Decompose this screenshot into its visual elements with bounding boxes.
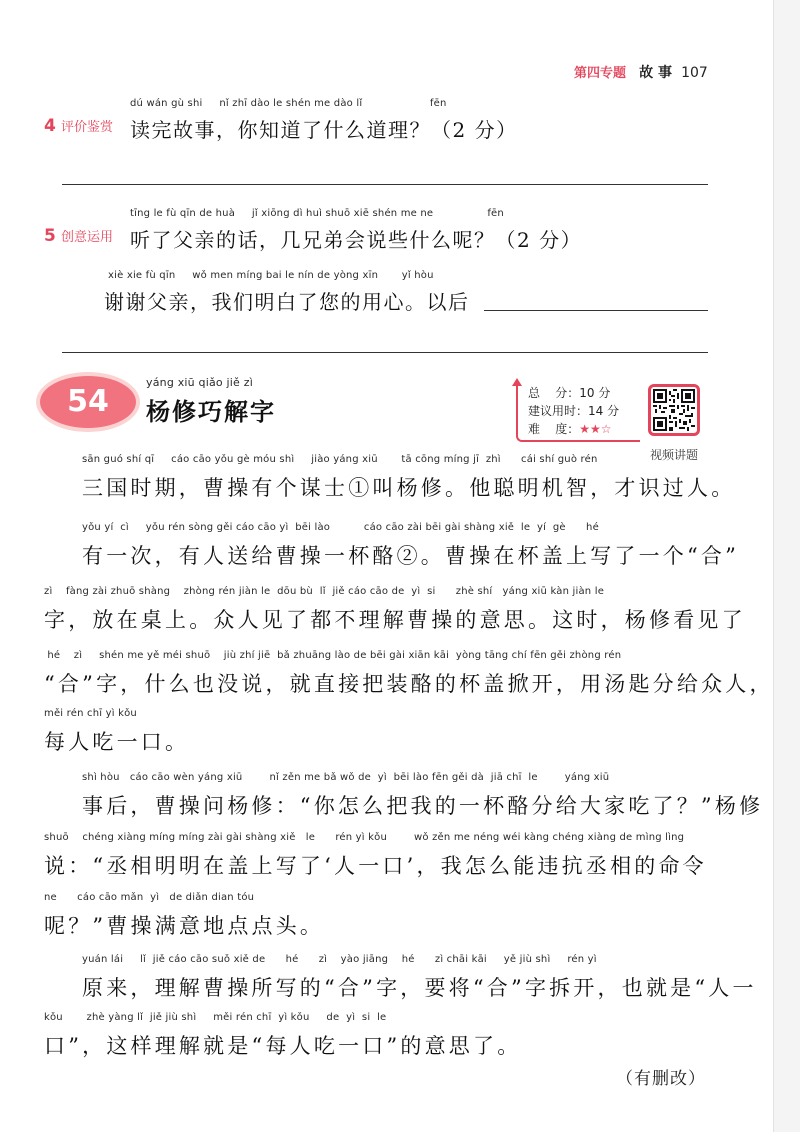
q4-number: 4 — [44, 116, 56, 136]
q4-label: 评价鉴赏 — [60, 120, 113, 135]
q5-answer-prompt: 谢谢父亲，我们明白了您的用心。以后 — [104, 290, 470, 314]
story-line-pinyin: měi rén chī yì kǒu — [44, 708, 137, 719]
qr-caption: 视频讲题 — [650, 448, 699, 462]
story-line-pinyin: sān guó shí qī cáo cāo yǒu gè móu shì jiào yáng xiū tā cōng míng jī zhì cái shí guò rén — [82, 454, 598, 465]
header-title: 故 事 — [639, 65, 672, 81]
source-note: （有删改） — [616, 1069, 706, 1089]
q4-pinyin: dú wán gù shi nǐ zhī dào le shén me dào lǐ fēn — [130, 98, 447, 109]
story-line-pinyin: hé zì shén me yě méi shuō jiù zhí jiē bǎ zhuāng lào de bēi gài xiān kāi yòng tāng chí fēn gěi zhòng rén — [44, 650, 622, 661]
story-line-text: 三国时期，曹操有个谋士①叫杨修。他聪明机智，才识过人。 — [82, 476, 736, 500]
q5-heading — [44, 226, 113, 246]
lesson-title: 杨修巧解字 — [146, 398, 276, 426]
story-line-text: 字，放在桌上。众人见了都不理解曹操的意思。这时，杨修看见了 — [44, 608, 746, 632]
story-line-text: 每人吃一口。 — [44, 730, 190, 754]
page-number: 107 — [681, 65, 708, 81]
info-difficulty — [518, 420, 640, 438]
q5-number: 5 — [44, 226, 56, 246]
story-line-text: “合”字，什么也没说，就直接把装酪的杯盖掀开，用汤匙分给众人， — [44, 672, 774, 696]
page-edge — [773, 0, 800, 1132]
time-label: 建议用时： — [528, 404, 589, 418]
story-line-pinyin: zì fàng zài zhuō shàng zhòng rén jiàn le dōu bù lǐ jiě cáo cāo de yì si zhè shí yáng xiū kàn jiàn le — [44, 586, 605, 597]
qr-code-icon[interactable] — [648, 384, 700, 436]
q5-answer-pinyin: xiè xie fù qīn wǒ men míng bai le nín de yòng xīn yǐ hòu — [108, 270, 434, 281]
story-line-text: 说：“丞相明明在盖上写了‘人一口’，我怎么能违抗丞相的命令 — [44, 854, 707, 878]
story-line-pinyin: kǒu zhè yàng lǐ jiě jiù shì měi rén chī yì kǒu de yì si le — [44, 1012, 387, 1023]
difficulty-stars: ★★☆ — [579, 422, 612, 436]
time-value: 14 分 — [588, 404, 620, 418]
lesson-number-badge — [40, 376, 136, 428]
lesson-title-pinyin: yáng xiū qiǎo jiě zì — [146, 376, 253, 389]
q4-answer-line[interactable] — [62, 184, 708, 185]
header-topic: 第四专题 — [574, 66, 627, 81]
story-line-pinyin: yuán lái lǐ jiě cáo cāo suǒ xiě de hé zì yào jiāng hé zì chāi kāi yě jiù shì rén yì — [82, 954, 597, 965]
info-time — [518, 402, 640, 420]
score-value: 10 分 — [579, 386, 611, 400]
qr-code-graphic — [653, 389, 695, 431]
score-label: 总 分： — [528, 386, 580, 400]
q4-text: 读完故事，你知道了什么道理？（2 分） — [130, 118, 518, 142]
story-line-pinyin: ne cáo cāo mǎn yì de diǎn dian tóu — [44, 892, 255, 903]
story-line-text: 呢？”曹操满意地点点头。 — [44, 914, 325, 938]
lesson-info-box — [516, 384, 640, 442]
q5-pinyin: tīng le fù qīn de huà jǐ xiōng dì huì shuō xiē shén me ne fēn — [130, 208, 504, 219]
story-line-text: 口”，这样理解就是“每人吃一口”的意思了。 — [44, 1034, 522, 1058]
lesson-number: 54 — [67, 384, 109, 419]
info-score — [518, 384, 640, 402]
running-header — [574, 62, 708, 82]
story-line-text: 原来，理解曹操所写的“合”字，要将“合”字拆开，也就是“人一 — [82, 976, 757, 1000]
story-line-text: 有一次，有人送给曹操一杯酪②。曹操在杯盖上写了一个“合” — [82, 544, 740, 568]
q5-text: 听了父亲的话，几兄弟会说些什么呢？（2 分） — [130, 228, 583, 252]
story-line-pinyin: yǒu yí cì yǒu rén sòng gěi cáo cāo yì bēi lào cáo cāo zài bēi gài shàng xiě le yí gè hé — [82, 522, 599, 533]
q5-answer-line-1[interactable] — [484, 310, 708, 311]
story-line-pinyin: shuō chéng xiàng míng míng zài gài shàng xiě le rén yì kǒu wǒ zěn me néng wéi kàng chéng xiàng de mìng lìng — [44, 832, 685, 843]
q4-heading — [44, 116, 113, 136]
difficulty-label: 难 度： — [528, 422, 580, 436]
story-line-pinyin: shì hòu cáo cāo wèn yáng xiū nǐ zěn me bǎ wǒ de yì bēi lào fēn gěi dà jiā chī le yáng xiū — [82, 772, 610, 783]
story-line-text: 事后，曹操问杨修：“你怎么把我的一杯酪分给大家吃了？”杨修 — [82, 794, 764, 818]
q5-label: 创意运用 — [60, 230, 113, 245]
q5-answer-line-2[interactable] — [62, 352, 708, 353]
